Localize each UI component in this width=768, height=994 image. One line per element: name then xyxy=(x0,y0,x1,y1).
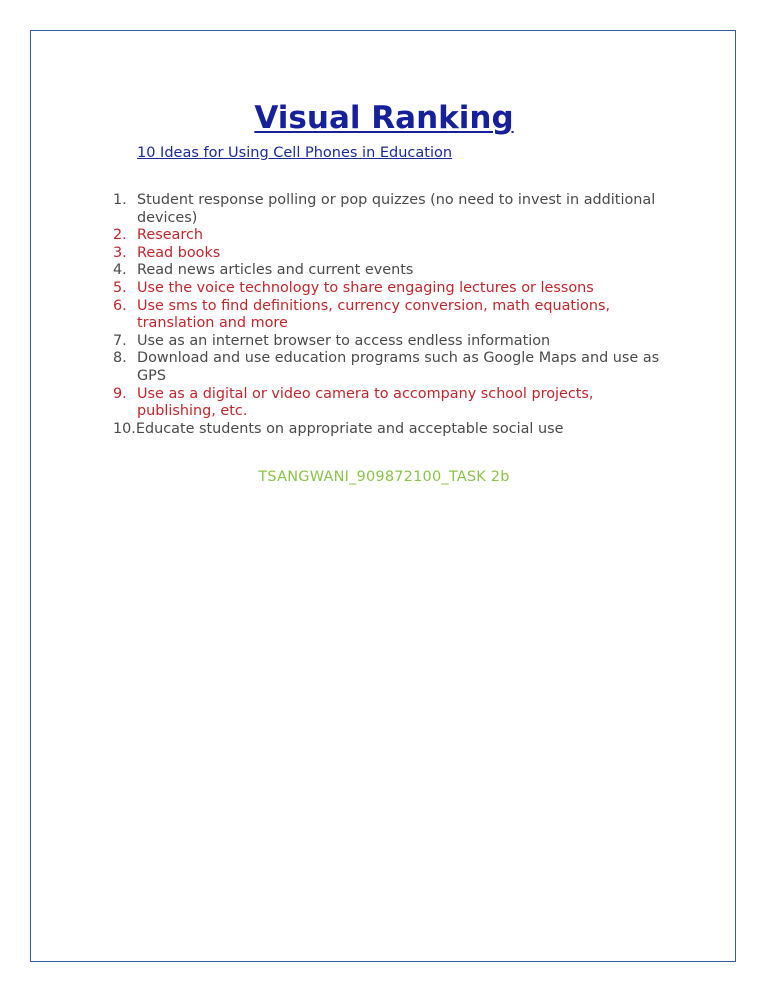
page-frame xyxy=(30,30,736,962)
item-number: 6. xyxy=(113,297,127,314)
item-number: 2. xyxy=(113,227,127,244)
item-number: 9. xyxy=(113,385,127,402)
list-item xyxy=(113,245,673,263)
item-text: Read books xyxy=(137,244,221,261)
item-number: 5. xyxy=(113,279,127,296)
item-text: Use as an internet browser to access endless information xyxy=(137,332,551,349)
list-item xyxy=(113,333,673,351)
item-number: 1. xyxy=(113,192,127,208)
item-text: Read news articles and current events xyxy=(137,262,414,279)
item-number: 10. xyxy=(113,420,136,437)
list-item xyxy=(113,192,673,227)
item-text: Educate students on appropriate and acceptable social use xyxy=(135,420,564,437)
item-text: Use as a digital or video camera to accompany school projects, publishing, etc. xyxy=(137,385,594,420)
item-number: 8. xyxy=(113,350,127,367)
list-item xyxy=(113,350,673,385)
item-number: 4. xyxy=(113,262,127,279)
item-text: Use the voice technology to share engaging lectures or lessons xyxy=(137,279,594,296)
item-text: Use sms to find definitions, currency conversion, math equations, translation and more xyxy=(137,297,611,332)
item-number: 7. xyxy=(113,332,127,349)
page-title: Visual Ranking xyxy=(254,100,514,136)
list-item xyxy=(113,280,673,298)
item-number: 3. xyxy=(113,244,127,261)
footer-student-id: TSANGWANI_909872100_TASK 2b xyxy=(258,469,510,485)
item-text: Research xyxy=(137,227,204,244)
page-subtitle: 10 Ideas for Using Cell Phones in Education xyxy=(137,145,453,161)
list-item xyxy=(113,298,673,333)
ideas-list xyxy=(113,192,673,438)
list-item xyxy=(113,227,673,245)
list-item xyxy=(113,262,673,280)
item-text: Student response polling or pop quizzes (no need to invest in additional devices) xyxy=(137,192,656,226)
list-item xyxy=(113,421,673,439)
item-text: Download and use education programs such as Google Maps and use as GPS xyxy=(137,350,660,384)
list-item xyxy=(113,386,673,421)
